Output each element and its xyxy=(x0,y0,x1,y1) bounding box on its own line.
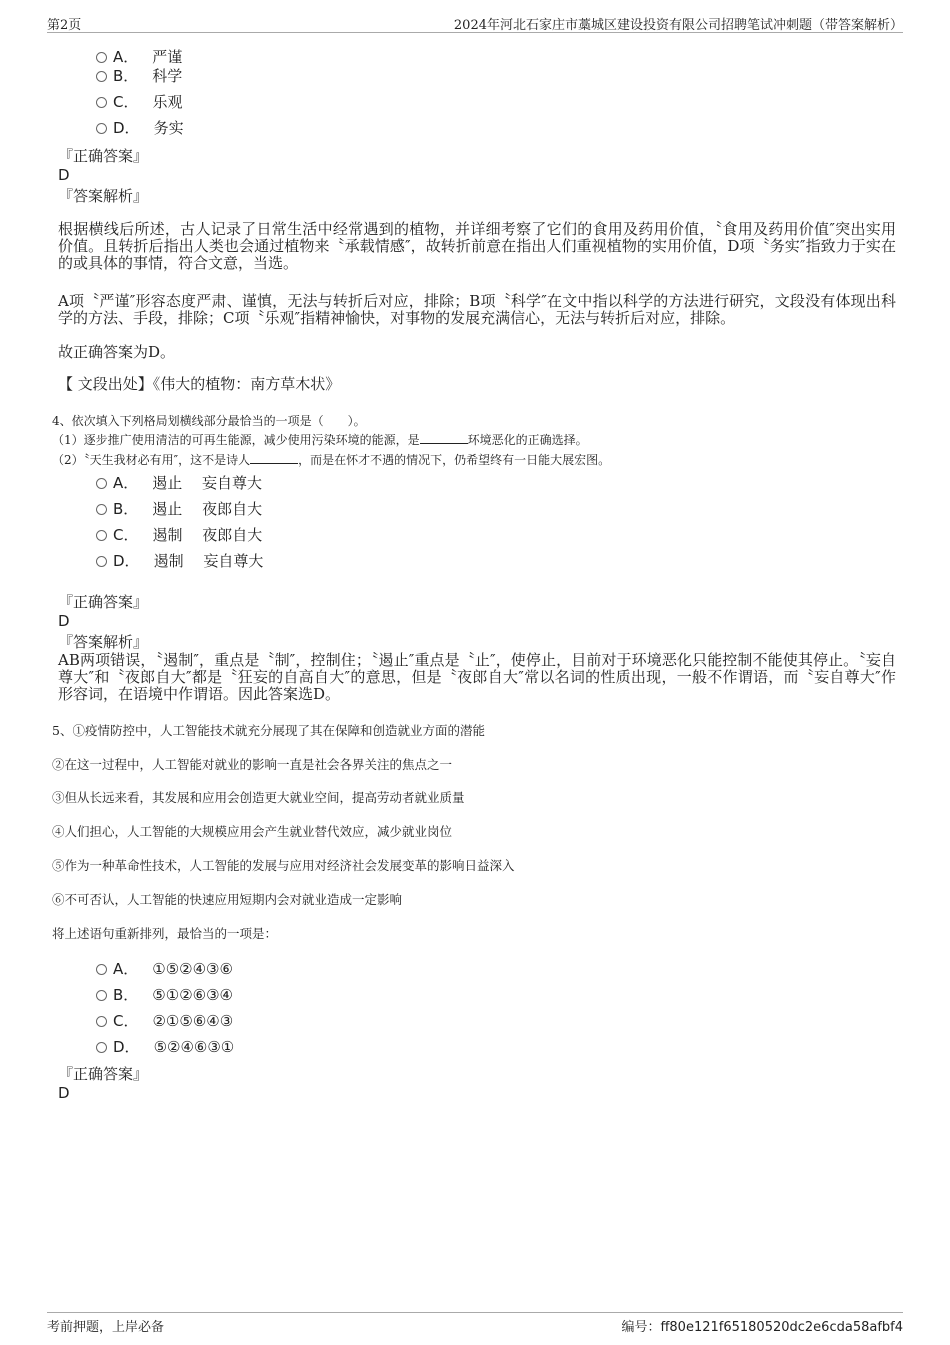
q3-option-c[interactable]: C． 乐观 xyxy=(96,91,183,113)
q4-analysis-label: 『答案解析』 xyxy=(58,633,149,651)
q3-answer-label: 『正确答案』 xyxy=(58,147,149,165)
q5-sentence-1: 5、①疫情防控中，人工智能技术就充分展现了其在保障和创造就业方面的潜能 xyxy=(52,723,485,738)
q4-answer: D xyxy=(58,612,70,630)
q4-option-d[interactable]: D． 遏制 妄自尊大 xyxy=(96,550,263,572)
q3-option-a[interactable]: A． 严谨 xyxy=(96,46,182,68)
q3-analysis-paragraph-3: 故正确答案为D。 xyxy=(58,343,176,361)
q5-sentence-5: ⑤作为一种革命性技术，人工智能的发展与应用对经济社会发展变革的影响日益深入 xyxy=(52,858,515,873)
radio-icon[interactable] xyxy=(96,1016,107,1027)
q5-answer-label: 『正确答案』 xyxy=(58,1065,149,1083)
q4-option-b[interactable]: B． 遏止 夜郎自大 xyxy=(96,498,262,520)
q4-option-a[interactable]: A． 遏止 妄自尊大 xyxy=(96,472,262,494)
fill-blank-2 xyxy=(250,452,298,464)
page-number: 第2页 xyxy=(47,18,82,33)
radio-icon[interactable] xyxy=(96,530,107,541)
q4-option-c[interactable]: C． 遏制 夜郎自大 xyxy=(96,524,262,546)
radio-icon[interactable] xyxy=(96,964,107,975)
q5-sentence-3: ③但从长远来看，其发展和应用会创造更大就业空间，提高劳动者就业质量 xyxy=(52,790,465,805)
q5-prompt: 将上述语句重新排列，最恰当的一项是： xyxy=(52,926,278,941)
radio-icon[interactable] xyxy=(96,556,107,567)
page-header xyxy=(47,14,903,33)
radio-icon[interactable] xyxy=(96,990,107,1001)
q3-analysis-paragraph-2: A项〝严谨″形容态度严肃、谨慎，无法与转折后对应，排除；B项〝科学″在文中指以科学的方法进行研究，文段没有体现出科学的方法、手段，排除；C项〝乐观″指精神愉快，对事物的发展充满信心，无法与转折后对应，排除。 xyxy=(58,292,896,327)
document-title: 2024年河北石家庄市藁城区建设投资有限公司招聘笔试冲刺题（带答案解析） xyxy=(453,18,903,33)
radio-icon[interactable] xyxy=(96,478,107,489)
fill-blank-1 xyxy=(420,432,468,444)
q3-analysis-label: 『答案解析』 xyxy=(58,187,149,205)
q4-answer-label: 『正确答案』 xyxy=(58,593,149,611)
radio-icon[interactable] xyxy=(96,504,107,515)
q5-sentence-4: ④人们担心，人工智能的大规模应用会产生就业替代效应，减少就业岗位 xyxy=(52,824,453,839)
footer-slogan: 考前押题，上岸必备 xyxy=(47,1320,165,1335)
q3-option-d[interactable]: D． 务实 xyxy=(96,117,184,139)
q5-option-b[interactable]: B． ⑤①②⑥③④ xyxy=(96,984,233,1006)
radio-icon[interactable] xyxy=(96,97,107,108)
q5-option-d[interactable]: D． ⑤②④⑥③① xyxy=(96,1036,234,1058)
radio-icon[interactable] xyxy=(96,1042,107,1053)
q3-answer: D xyxy=(58,166,70,184)
page-footer xyxy=(47,1312,903,1335)
q4-stem: 4、依次填入下列格局划横线部分最恰当的一项是（ ）。 xyxy=(52,414,366,428)
q5-answer: D xyxy=(58,1084,70,1102)
radio-icon[interactable] xyxy=(96,123,107,134)
q5-option-a[interactable]: A． ①⑤②④③⑥ xyxy=(96,958,233,980)
q5-sentence-6: ⑥不可否认，人工智能的快速应用短期内会对就业造成一定影响 xyxy=(52,892,403,907)
q5-option-c[interactable]: C． ②①⑤⑥④③ xyxy=(96,1010,233,1032)
q3-analysis-paragraph-1: 根据横线后所述，古人记录了日常生活中经常遇到的植物，并详细考察了它们的食用及药用价值，〝食用及药用价值″突出实用价值。且转折后指出人类也会通过植物来〝承载情感″，故转折前意在指出人们重视植物的实用价值，D项〝务实″指致力于实在的或具体的事情，符合文意，当选。 xyxy=(58,220,896,272)
q4-line-1: （1）逐步推广使用清洁的可再生能源，减少使用污染环境的能源，是 环境恶化的正确选择。 xyxy=(52,433,588,447)
q4-analysis: AB两项错误，〝遏制″，重点是〝制″，控制住；〝遏止″重点是〝止″，使停止，目前对于环境恶化只能控制不能使其停止。〝妄自尊大″和〝夜郎自大″都是〝狂妄的自高自大″的意思，但是〝夜郎自大″常以名词的性质出现，一般不作谓语，而〝妄自尊大″作形容词，在语境中作谓语。因此答案选D。 xyxy=(58,651,896,703)
q3-source: 【 文段出处】《伟大的植物：南方草木状》 xyxy=(58,375,341,393)
q4-line-2: （2）〝天生我材必有用″，这不是诗人 ，而是在怀才不遇的情况下，仍希望终有一日能大展宏图。 xyxy=(52,453,611,467)
radio-icon[interactable] xyxy=(96,52,107,63)
q3-option-b[interactable]: B． 科学 xyxy=(96,65,182,87)
radio-icon[interactable] xyxy=(96,71,107,82)
q5-sentence-2: ②在这一过程中，人工智能对就业的影响一直是社会各界关注的焦点之一 xyxy=(52,757,453,772)
document-id: 编号：ff80e121f65180520dc2e6cda58afbf4 xyxy=(621,1320,903,1335)
